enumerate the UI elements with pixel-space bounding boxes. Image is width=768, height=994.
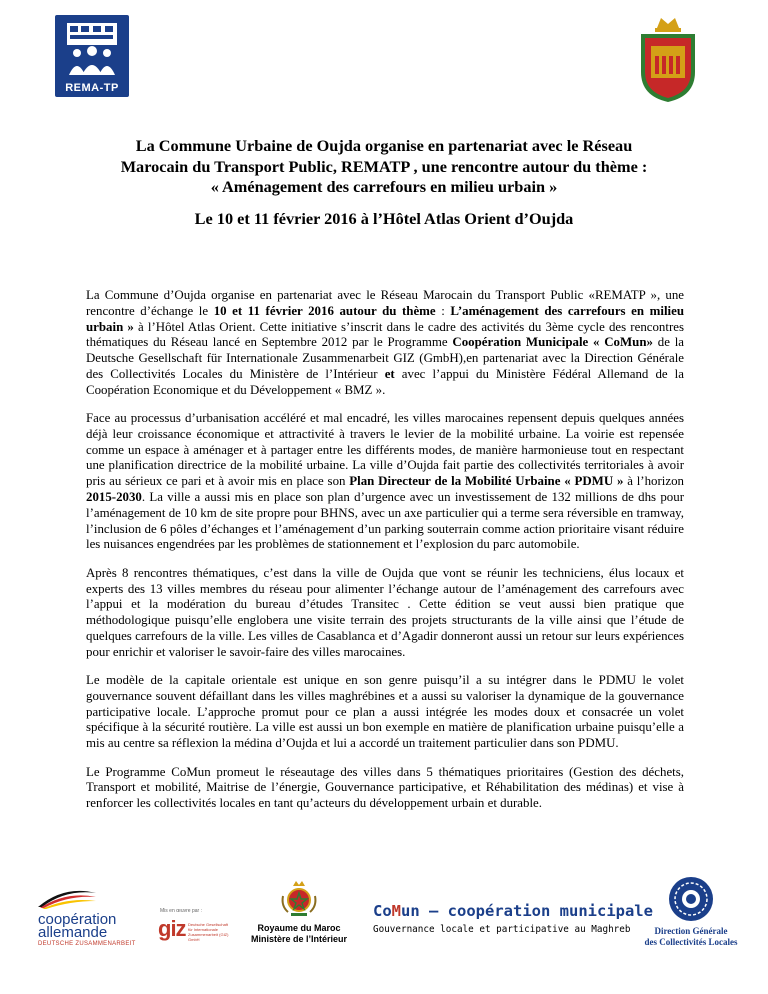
paragraph: Face au processus d’urbanisation accéléré et mal encadré, les villes marocaines repensent depuis quelques années déjà leur croissance économique et attractivité à travers le levier de la mobilité urbaine. La voirie est repensée comme un espace à aménager et à partager entre les différents modes, de manière harmonieuse tout en respectant une planification directrice de la mobilité urbaine. La ville d’Oujda fait partie des collectivités territoriales à avoir pris au sérieux ce pari et à avoir mis en place son Plan Directeur de la Mobilité Urbaine « PDMU » à l’horizon 2015-2030. La ville a aussi mis en place son plan d’urgence avec un investissement de 132 millions de dhs pour l’aménagement de 10 km de site propre pour BHNS, avec un axe particulier qui a terme sera réversible en tramway, l’inclusion de 6 pôles d’échanges et l’aménagement d’un parking souterrain comme action prioritaire visant réduire les nuisances engendrées par les problèmes de stationnement et l’explosion du parc automobile. (86, 411, 684, 552)
royaume-line-1: Royaume du Maroc (257, 923, 341, 933)
crest-icon (635, 14, 701, 104)
rema-logo-label: REMA-TP (65, 82, 119, 94)
title-line-1: La Commune Urbaine de Oujda organise en partenariat avec le Réseau (135, 136, 633, 155)
comun-m: M (391, 902, 402, 920)
dgcl-logo (636, 876, 746, 952)
giz-desc-line-2: für Internationale (188, 927, 219, 932)
document-title (80, 136, 688, 198)
giz-description (188, 922, 238, 942)
event-date-subtitle: Le 10 et 11 février 2016 à l’Hôtel Atlas Orient d’Oujda (194, 209, 574, 228)
coop-line-1: coopération (38, 911, 117, 928)
paragraph: Après 8 rencontres thématiques, c’est dans la ville de Oujda que vont se réunir les techniciens, élus locaux et experts des 13 villes membres du réseau pour alimenter l’échange autour de l’aménagement des carrefours avec l’appui et la modération du bureau d’études Transitec . Cette édition se veut aussi bien pratique que méthodologique puisqu’elle englobera une visite terrain des projets structurants de la ville ainsi que l’étude de quelques carrefours de la ville. Les villes de Casablanca et d’Agadir donneront aussi un retour sur leurs expériences pour enrichir et valoriser le savoir-faire des villes marocaines. (86, 565, 684, 659)
royaume-du-maroc-logo (244, 880, 354, 950)
paragraph: La Commune d’Oujda organise en partenariat avec le Réseau Marocain du Transport Public «REMATP », une rencontre d’échange le 10 et 11 février 2016 autour du thème : L’aménagement des carrefours en milieu urbain » à l’Hôtel Atlas Orient. Cette initiative s’inscrit dans le cadre des activités du 3ème cycle des rencontres thématiques du Réseau lancé en Septembre 2012 par le Programme Coopération Municipale « CoMun» de la Deutsche Gesellschaft für Internationale Zusammenarbeit GIZ (GmbH),en partenariat avec la Direction Générale des Collectivités Locales du Ministère de l’Intérieur et avec l’appui du Ministère Fédéral Allemand de la Coopération Economique et du Développement « BMZ ». (86, 288, 685, 397)
giz-wordmark: giz (158, 916, 186, 941)
title-line-3: « Aménagement des carrefours en milieu urbain » (210, 177, 558, 196)
giz-desc-line-3: Zusammenarbeit (GIZ) GmbH (188, 932, 229, 942)
rema-tp-logo (55, 15, 129, 97)
comun-title (373, 902, 653, 920)
comun-co: Co (373, 902, 392, 920)
rema-building-people-icon (55, 15, 129, 81)
comun-rest: un – coopération municipale (401, 902, 653, 920)
royaume-text (244, 923, 354, 945)
giz-desc-line-1: Deutsche Gesellschaft (188, 922, 229, 927)
cooperation-allemande-logo (36, 887, 136, 947)
moroccan-royal-emblem-icon (279, 880, 319, 918)
dgcl-line-1: Direction Générale (654, 926, 728, 936)
paragraph: Le Programme CoMun promeut le réseautage des villes dans 5 thématiques prioritaires (Gestion des déchets, Transport et mobilité, Maitrise de l’énergie, Gouvernance participative, et Réhabilitation des médinas) et vise à renforcer les collectivités locales en tant qu’acteurs du développement urbain et durable. (86, 764, 684, 811)
royaume-line-2: Ministère de l’Intérieur (250, 934, 348, 944)
dgcl-line-2: des Collectivités Locales (644, 937, 738, 947)
coop-label (38, 913, 116, 939)
oujda-coat-of-arms (635, 14, 701, 104)
coop-subtitle: DEUTSCHE ZUSAMMENARBEIT (38, 941, 136, 947)
giz-mis-en-oeuvre: Mis en œuvre par : (160, 908, 202, 914)
german-flag-swoosh-icon (36, 887, 98, 909)
coop-line-2: allemande (38, 924, 108, 941)
comun-logo (373, 902, 653, 942)
paragraph: Le modèle de la capitale orientale est unique en son genre puisqu’il a su intégrer dans le PDMU le volet gouvernance souvent défaillant dans les villes maghrébines et a aussi su valoriser la dynamique de la gouvernance participative locale. L’approche promut pour ce plan a aussi intégrée les modes doux et consacrée un volet spécifique à la sécurité routière. La ville est aussi un bon exemple en matière de planification urbaine puisqu’elle a mis au centre sa réflexion la médina d’Oujda et lui a accordé un traitement particulier dans son PDMU. (86, 673, 684, 751)
dgcl-emblem-icon (668, 876, 714, 922)
title-line-2: Marocain du Transport Public, REMATP , une rencontre autour du thème : (120, 156, 648, 176)
comun-subtitle: Gouvernance locale et participative au Maghreb (373, 924, 631, 935)
document-body (86, 288, 684, 824)
giz-logo (158, 908, 238, 948)
dgcl-text (636, 926, 746, 948)
